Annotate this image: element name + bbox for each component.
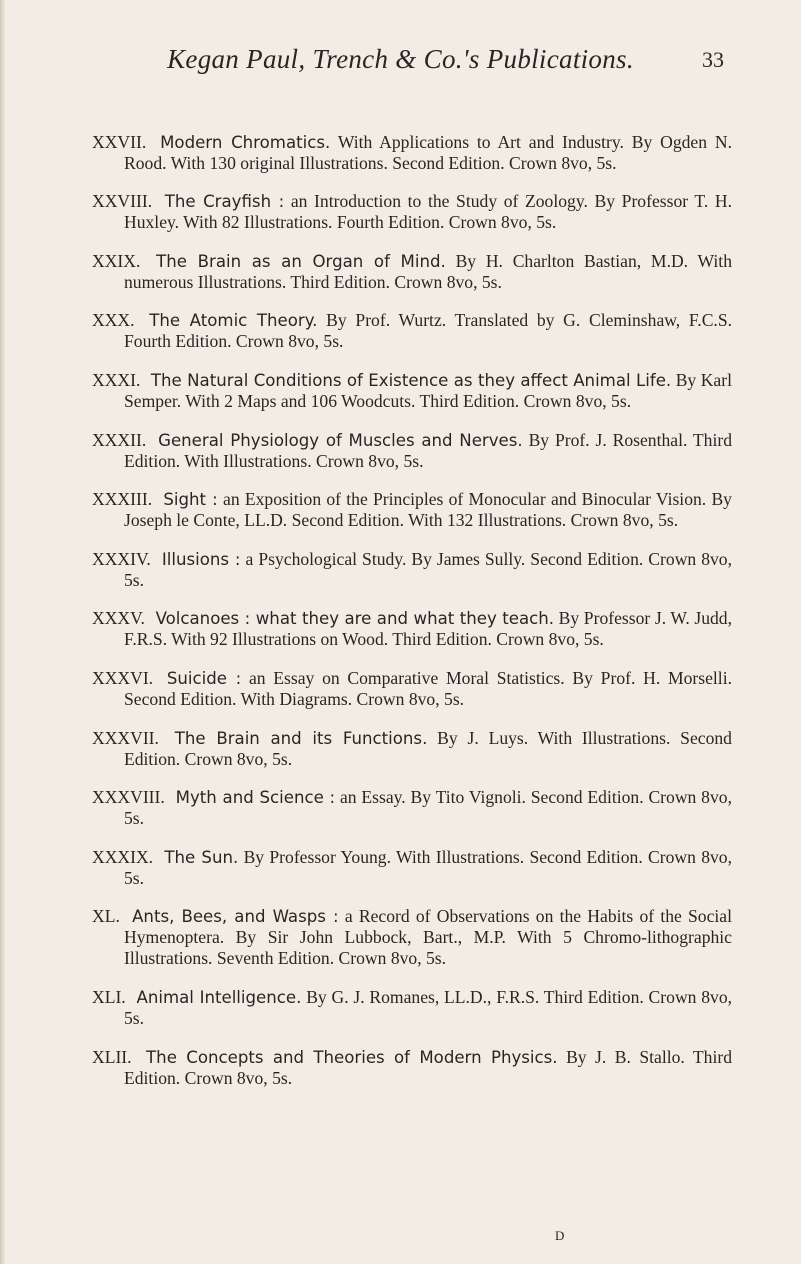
entry-number: XXXVII. xyxy=(92,727,159,748)
entry-details: By Prof. J. Rosenthal. Third Edition. With Illustrations. Crown 8vo, 5s. xyxy=(124,429,732,471)
entry-title: The Brain as an Organ of Mind. xyxy=(156,251,446,271)
publication-list xyxy=(92,114,732,1105)
entry-title: Suicide : xyxy=(166,668,242,688)
entry-details: By Professor Young. With Illustrations. Second Edition. Crown 8vo, 5s. xyxy=(124,846,733,888)
entry-details: By Karl Semper. With 2 Maps and 106 Woodcuts. Third Edition. Crown 8vo, 5s. xyxy=(124,369,732,411)
entry-number: XLII. xyxy=(92,1046,132,1067)
list-item xyxy=(92,489,732,531)
entry-number: XXXIII. xyxy=(92,489,153,510)
entry-number: XL. xyxy=(92,906,120,927)
entry-title: Sight : xyxy=(163,490,218,510)
list-item xyxy=(92,549,732,591)
entry-title: The Natural Conditions of Existence as they affect Animal Life. xyxy=(150,370,672,390)
list-item xyxy=(92,987,732,1029)
entry-details: By Prof. Wurtz. Translated by G. Cleminshaw, F.C.S. Fourth Edition. Crown 8vo, 5s. xyxy=(124,310,733,352)
entry-details: By J. B. Stallo. Third Edition. Crown 8vo, 5s. xyxy=(124,1046,733,1088)
entry-number: XXX. xyxy=(92,310,135,331)
entry-title: Modern Chromatics. xyxy=(160,132,331,152)
entry-number: XXIX. xyxy=(92,250,141,271)
entry-title: Myth and Science : xyxy=(175,788,336,808)
entry-details: With Applications to Art and Industry. By Ogden N. Rood. With 130 original Illustrations. Second Edition. Crown 8vo, 5s. xyxy=(124,131,732,173)
list-item xyxy=(92,1047,732,1089)
list-item xyxy=(92,608,732,650)
entry-details: a Psychological Study. By James Sully. Second Edition. Crown 8vo, 5s. xyxy=(124,548,732,590)
entry-title: The Sun. xyxy=(164,847,239,867)
list-item xyxy=(92,728,732,770)
entry-details: a Record of Observations on the Habits of the Social Hymenoptera. By Sir John Lubbock, Bart., M.P. With 5 Chromo-lithographic Illustrations. Seventh Edition. Crown 8vo, 5s. xyxy=(124,906,733,969)
entry-number: XLI. xyxy=(92,986,126,1007)
list-item xyxy=(92,668,732,710)
entry-title: Volcanoes : what they are and what they teach. xyxy=(155,609,555,629)
entry-details: an Essay on Comparative Moral Statistics. By Prof. H. Morselli. Second Edition. With Diagrams. Crown 8vo, 5s. xyxy=(124,667,732,709)
list-item xyxy=(92,847,732,889)
entry-number: XXXVIII. xyxy=(92,787,165,808)
entry-details: an Exposition of the Principles of Monocular and Binocular Vision. By Joseph le Conte, LL.D. Second Edition. With 132 Illustrations. Crown 8vo, 5s. xyxy=(124,489,732,531)
entry-number: XXXII. xyxy=(92,429,147,450)
entry-title: Ants, Bees, and Wasps : xyxy=(132,907,339,927)
entry-details: By H. Charlton Bastian, M.D. With numerous Illustrations. Third Edition. Crown 8vo, 5s. xyxy=(124,250,732,292)
entry-number: XXXIV. xyxy=(92,548,151,569)
list-item xyxy=(92,787,732,829)
page-number: 33 xyxy=(702,47,724,72)
list-item xyxy=(92,370,732,412)
entry-number: XXVII. xyxy=(92,131,147,152)
entry-title: Illusions : xyxy=(161,549,241,569)
entry-number: XXXI. xyxy=(92,369,141,390)
entry-details: By J. Luys. With Illustrations. Second Edition. Crown 8vo, 5s. xyxy=(124,727,732,769)
entry-number: XXXV. xyxy=(92,608,145,629)
list-item xyxy=(92,310,732,352)
entry-details: By Professor J. W. Judd, F.R.S. With 92 Illustrations on Wood. Third Edition. Crown 8vo, 5s. xyxy=(124,608,732,650)
entry-number: XXXIX. xyxy=(92,846,154,867)
list-item xyxy=(92,430,732,472)
list-item xyxy=(92,191,732,233)
list-item xyxy=(92,906,732,969)
list-item xyxy=(92,132,732,174)
entry-number: XXXVI. xyxy=(92,667,154,688)
entry-number: XXVIII. xyxy=(92,191,153,212)
entry-title: The Crayfish : xyxy=(164,192,285,212)
entry-title: The Brain and its Functions. xyxy=(174,728,428,748)
signature-mark: D xyxy=(555,1228,566,1243)
running-title: Kegan Paul, Trench & Co.'s Publications. xyxy=(167,44,634,74)
entry-details: an Introduction to the Study of Zoology. By Professor T. H. Huxley. With 82 Illustrations. Fourth Edition. Crown 8vo, 5s. xyxy=(124,191,732,233)
entry-title: The Concepts and Theories of Modern Physics. xyxy=(146,1047,558,1067)
entry-details: an Essay. By Tito Vignoli. Second Edition. Crown 8vo, 5s. xyxy=(124,787,732,829)
page-header xyxy=(0,44,801,84)
entry-title: The Atomic Theory. xyxy=(149,311,318,331)
entry-title: Animal Intelligence. xyxy=(136,987,302,1007)
entry-title: General Physiology of Muscles and Nerves. xyxy=(158,430,523,450)
list-item xyxy=(92,251,732,293)
entry-details: By G. J. Romanes, LL.D., F.R.S. Third Edition. Crown 8vo, 5s. xyxy=(124,986,733,1028)
page-edge xyxy=(0,0,5,1264)
